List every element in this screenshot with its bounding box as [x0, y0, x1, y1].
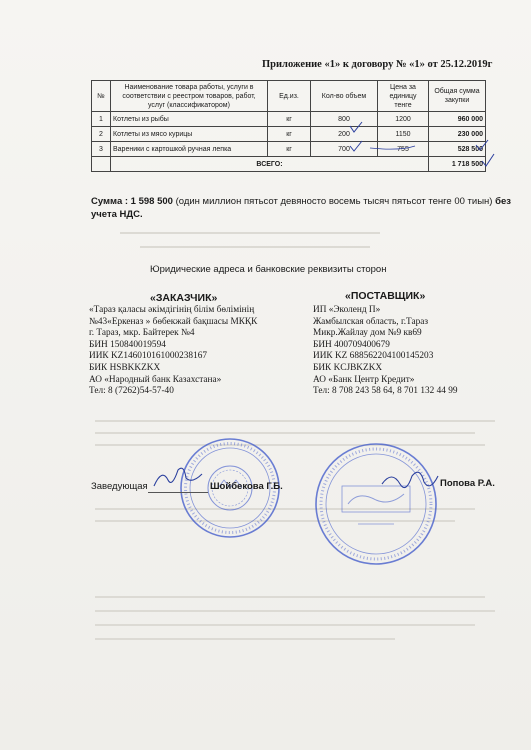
supplier-line: Жамбылская область, г.Тараз: [313, 316, 429, 327]
customer-signature-label: Заведующая: [91, 481, 148, 492]
supplier-line: БИН 400709400679: [313, 339, 390, 350]
col-header-price: Цена за единицу тенге: [378, 81, 429, 112]
supplier-line: АО «Банк Центр Кредит»: [313, 374, 415, 385]
total-label: ВСЕГО:: [111, 157, 429, 172]
sum-amount: Сумма : 1 598 500: [91, 196, 173, 207]
cell-name: Котлеты из мясо курицы: [111, 127, 268, 142]
cell-qty: 800: [311, 112, 378, 127]
sum-vat: без учета НДС.: [91, 196, 511, 220]
supplier-line: ИП «Эколенд П»: [313, 305, 381, 315]
supplier-line: БИК KCJBKZKX: [313, 362, 383, 373]
supplier-heading: «ПОСТАВЩИК»: [345, 290, 426, 302]
col-header-name: Наименование товара работы, услуги в соответствии с реестром товаров, работ, услуг (классификатором): [111, 81, 268, 112]
customer-line: АО «Народный банк Казахстана»: [89, 374, 222, 385]
customer-line: г. Тараз, мкр. Байтерек №4: [89, 328, 195, 339]
legal-details-title: Юридические адреса и банковские реквизиты сторон: [150, 264, 387, 275]
cell-unit: кг: [268, 112, 311, 127]
cell-total: 528 500: [429, 142, 486, 157]
check-marks: [330, 118, 530, 168]
customer-line: БИН 150840019594: [89, 339, 166, 350]
cell-name: Котлеты из рыбы: [111, 112, 268, 127]
customer-line: БИК HSBKKZKX: [89, 362, 161, 373]
cell-number: 1: [92, 112, 111, 127]
cell-unit: кг: [268, 127, 311, 142]
table-header-row: [92, 81, 486, 112]
sum-text: [91, 195, 511, 221]
sum-words: (один миллион пятьсот девяносто восемь тысяч пятьсот тенге 00 тиын): [172, 196, 493, 207]
cell-total: 230 000: [429, 127, 486, 142]
col-header-number: №: [92, 81, 111, 112]
supplier-signature: [378, 468, 442, 498]
customer-line: Тел: 8 (7262)54-57-40: [89, 386, 174, 397]
customer-line: ИИК KZ146010161000238167: [89, 351, 208, 362]
supplier-line: Тел: 8 708 243 58 64, 8 701 132 44 99: [313, 386, 458, 397]
customer-signatory-name: Шойбекова Г.Б.: [210, 481, 283, 492]
cell-number: 3: [92, 142, 111, 157]
col-header-total: Общая сумма закупки: [429, 81, 486, 112]
customer-heading: «ЗАКАЗЧИК»: [150, 292, 218, 304]
supplier-details: [313, 305, 458, 398]
appendix-title: Приложение «1» к договору № «1» от 25.12.2019г: [262, 59, 493, 70]
cell-name: Вареники с картошкой ручная лепка: [111, 142, 268, 157]
cell-qty: 700: [311, 142, 378, 157]
customer-signature: [150, 466, 210, 494]
cell-total: 960 000: [429, 112, 486, 127]
supplier-signatory-name: Попова Р.А.: [440, 478, 495, 489]
supplier-seal-stamp: [312, 440, 440, 568]
customer-details: [89, 305, 257, 398]
supplier-line: Микр.Жайлау дом №9 кв69: [313, 328, 422, 339]
cell-price: 755: [378, 142, 429, 157]
total-value: 1 718 500: [429, 157, 486, 172]
cell-unit: кг: [268, 142, 311, 157]
cell-qty: 200: [311, 127, 378, 142]
col-header-qty: Кол-во объем: [311, 81, 378, 112]
customer-line: №43«Еркеназ » бөбекжай бақшасы МКҚК: [89, 316, 258, 327]
customer-line: «Тараз қаласы әкімдігінің білім бөлімінің: [89, 305, 255, 315]
cell-price: 1150: [378, 127, 429, 142]
col-header-unit: Ед.из.: [268, 81, 311, 112]
cell-number: 2: [92, 127, 111, 142]
cell-price: 1200: [378, 112, 429, 127]
supplier-line: ИИК KZ 688562204100145203: [313, 351, 434, 362]
